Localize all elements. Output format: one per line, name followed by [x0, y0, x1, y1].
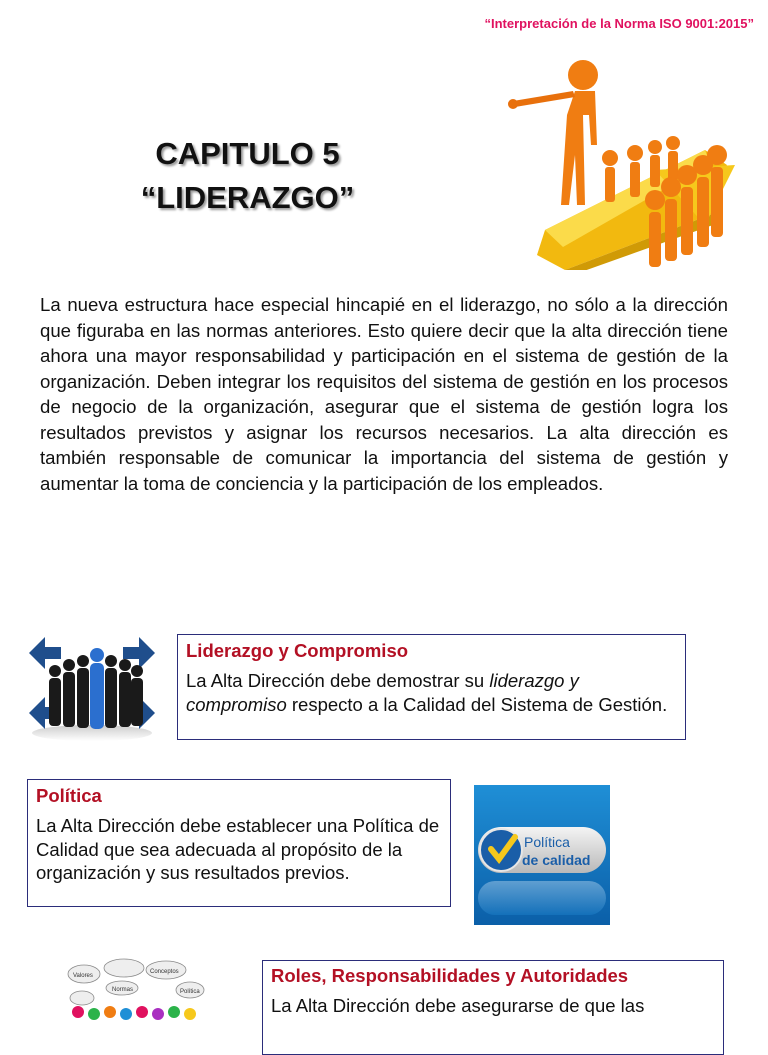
leadership-commitment-title: Liderazgo y Compromiso [186, 640, 409, 661]
bubble-label-2: Normas [112, 987, 134, 993]
bubble-label-1: Valores [73, 973, 93, 979]
bubble-label-4: Política [180, 989, 200, 995]
leadership-text-end: respecto a la Calidad del Sistema de Gestión. [286, 693, 668, 715]
leadership-text-start: La Alta Dirección debe demostrar su [186, 670, 490, 691]
leadership-commitment-box [177, 634, 686, 740]
quality-policy-badge-icon [474, 785, 610, 925]
policy-box [27, 779, 451, 907]
chapter-number: CAPITULO 5 [155, 136, 340, 171]
roles-title: Roles, Responsabilidades y Autoridades [271, 965, 629, 986]
policy-title: Política [36, 785, 102, 806]
speech-bubbles-people-icon [62, 958, 210, 1028]
intro-paragraph: La nueva estructura hace especial hincapié en el liderazgo, no sólo a la dirección que figuraba en las normas anteriores. Esto quiere decir que la alta dirección tiene ahora una mayor responsabilidad y participación en el sistema de gestión de la organización. Deben integrar los requisitos del sistema de gestión en los procesos de negocio de la organización, asegurar que el sistema de gestión logra los resultados previstos y asignar los recursos necesarios. La alta dirección es también responsable de comunicar la importancia del sistema de gestión y aumentar la toma de conciencia y la participación de los empleados. [40, 294, 728, 494]
business-team-icon [27, 633, 157, 745]
leader-pointing-icon [505, 55, 735, 270]
policy-badge-line2: de calidad [522, 852, 591, 868]
document-header-note: “Interpretación de la Norma ISO 9001:2015” [484, 16, 754, 31]
leadership-commitment-text [186, 669, 677, 716]
chapter-title [100, 132, 395, 220]
bubble-label-3: Conceptos [150, 969, 179, 975]
policy-badge-line1: Política [524, 834, 570, 850]
leadership-text-emphasis: liderazgo y compromiso [186, 670, 579, 715]
policy-text: La Alta Dirección debe establecer una Política de Calidad que sea adecuada al propósito de la organización y sus resultados previos. [36, 815, 440, 883]
roles-box [262, 960, 724, 1055]
chapter-name: “LIDERAZGO” [140, 180, 355, 215]
roles-text: La Alta Dirección debe asegurarse de que las [271, 995, 645, 1016]
